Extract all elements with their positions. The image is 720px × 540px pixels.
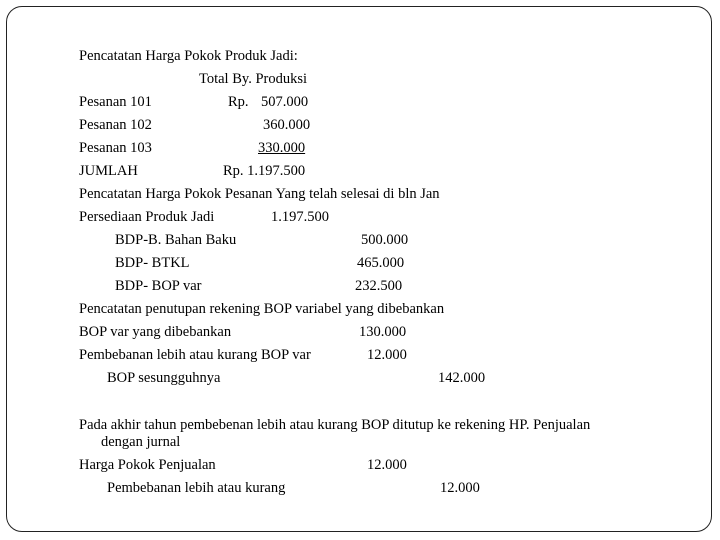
section4-text-line2: dengan jurnal [101, 434, 181, 450]
column-header: Total By. Produksi [199, 71, 308, 87]
journal2-debit1-value: 130.000 [359, 324, 407, 340]
journal1-credit1-label: BDP-B. Bahan Baku [115, 232, 237, 248]
order-103-value: 330.000 [258, 140, 306, 156]
journal2-debit2-value: 12.000 [367, 347, 407, 363]
section3-title: Pencatatan penutupan rekening BOP variabel yang dibebankan [79, 301, 445, 317]
journal1-credit1-value: 500.000 [361, 232, 409, 248]
journal1-credit3-label: BDP- BOP var [115, 278, 202, 294]
journal3-debit-label: Harga Pokok Penjualan [79, 457, 216, 473]
section1-title: Pencatatan Harga Pokok Produk Jadi: [79, 48, 298, 64]
journal3-credit-label: Pembebanan lebih atau kurang [107, 480, 286, 496]
journal2-credit-value: 142.000 [438, 370, 486, 386]
order-103-label: Pesanan 103 [79, 140, 152, 156]
journal2-credit-label: BOP sesungguhnya [107, 370, 221, 386]
journal1-credit3-value: 232.500 [355, 278, 403, 294]
order-102-label: Pesanan 102 [79, 117, 152, 133]
journal1-debit-label: Persediaan Produk Jadi [79, 209, 215, 225]
journal1-credit2-label: BDP- BTKL [115, 255, 190, 271]
order-101-label: Pesanan 101 [79, 94, 152, 110]
total-label: JUMLAH [79, 163, 138, 179]
order-101-value: 507.000 [261, 94, 309, 110]
total-value: Rp. 1.197.500 [223, 163, 306, 179]
journal1-debit-value: 1.197.500 [271, 209, 329, 225]
journal2-debit1-label: BOP var yang dibebankan [79, 324, 232, 340]
journal3-debit-value: 12.000 [367, 457, 407, 473]
journal3-credit-value: 12.000 [440, 480, 480, 496]
order-102-value: 360.000 [263, 117, 311, 133]
journal1-credit2-value: 465.000 [357, 255, 405, 271]
order-101-prefix: Rp. [228, 94, 249, 110]
section4-text-line1: Pada akhir tahun pembebenan lebih atau kurang BOP ditutup ke rekening HP. Penjualan [79, 417, 591, 433]
journal2-debit2-label: Pembebanan lebih atau kurang BOP var [79, 347, 311, 363]
section2-title: Pencatatan Harga Pokok Pesanan Yang telah selesai di bln Jan [79, 186, 440, 202]
